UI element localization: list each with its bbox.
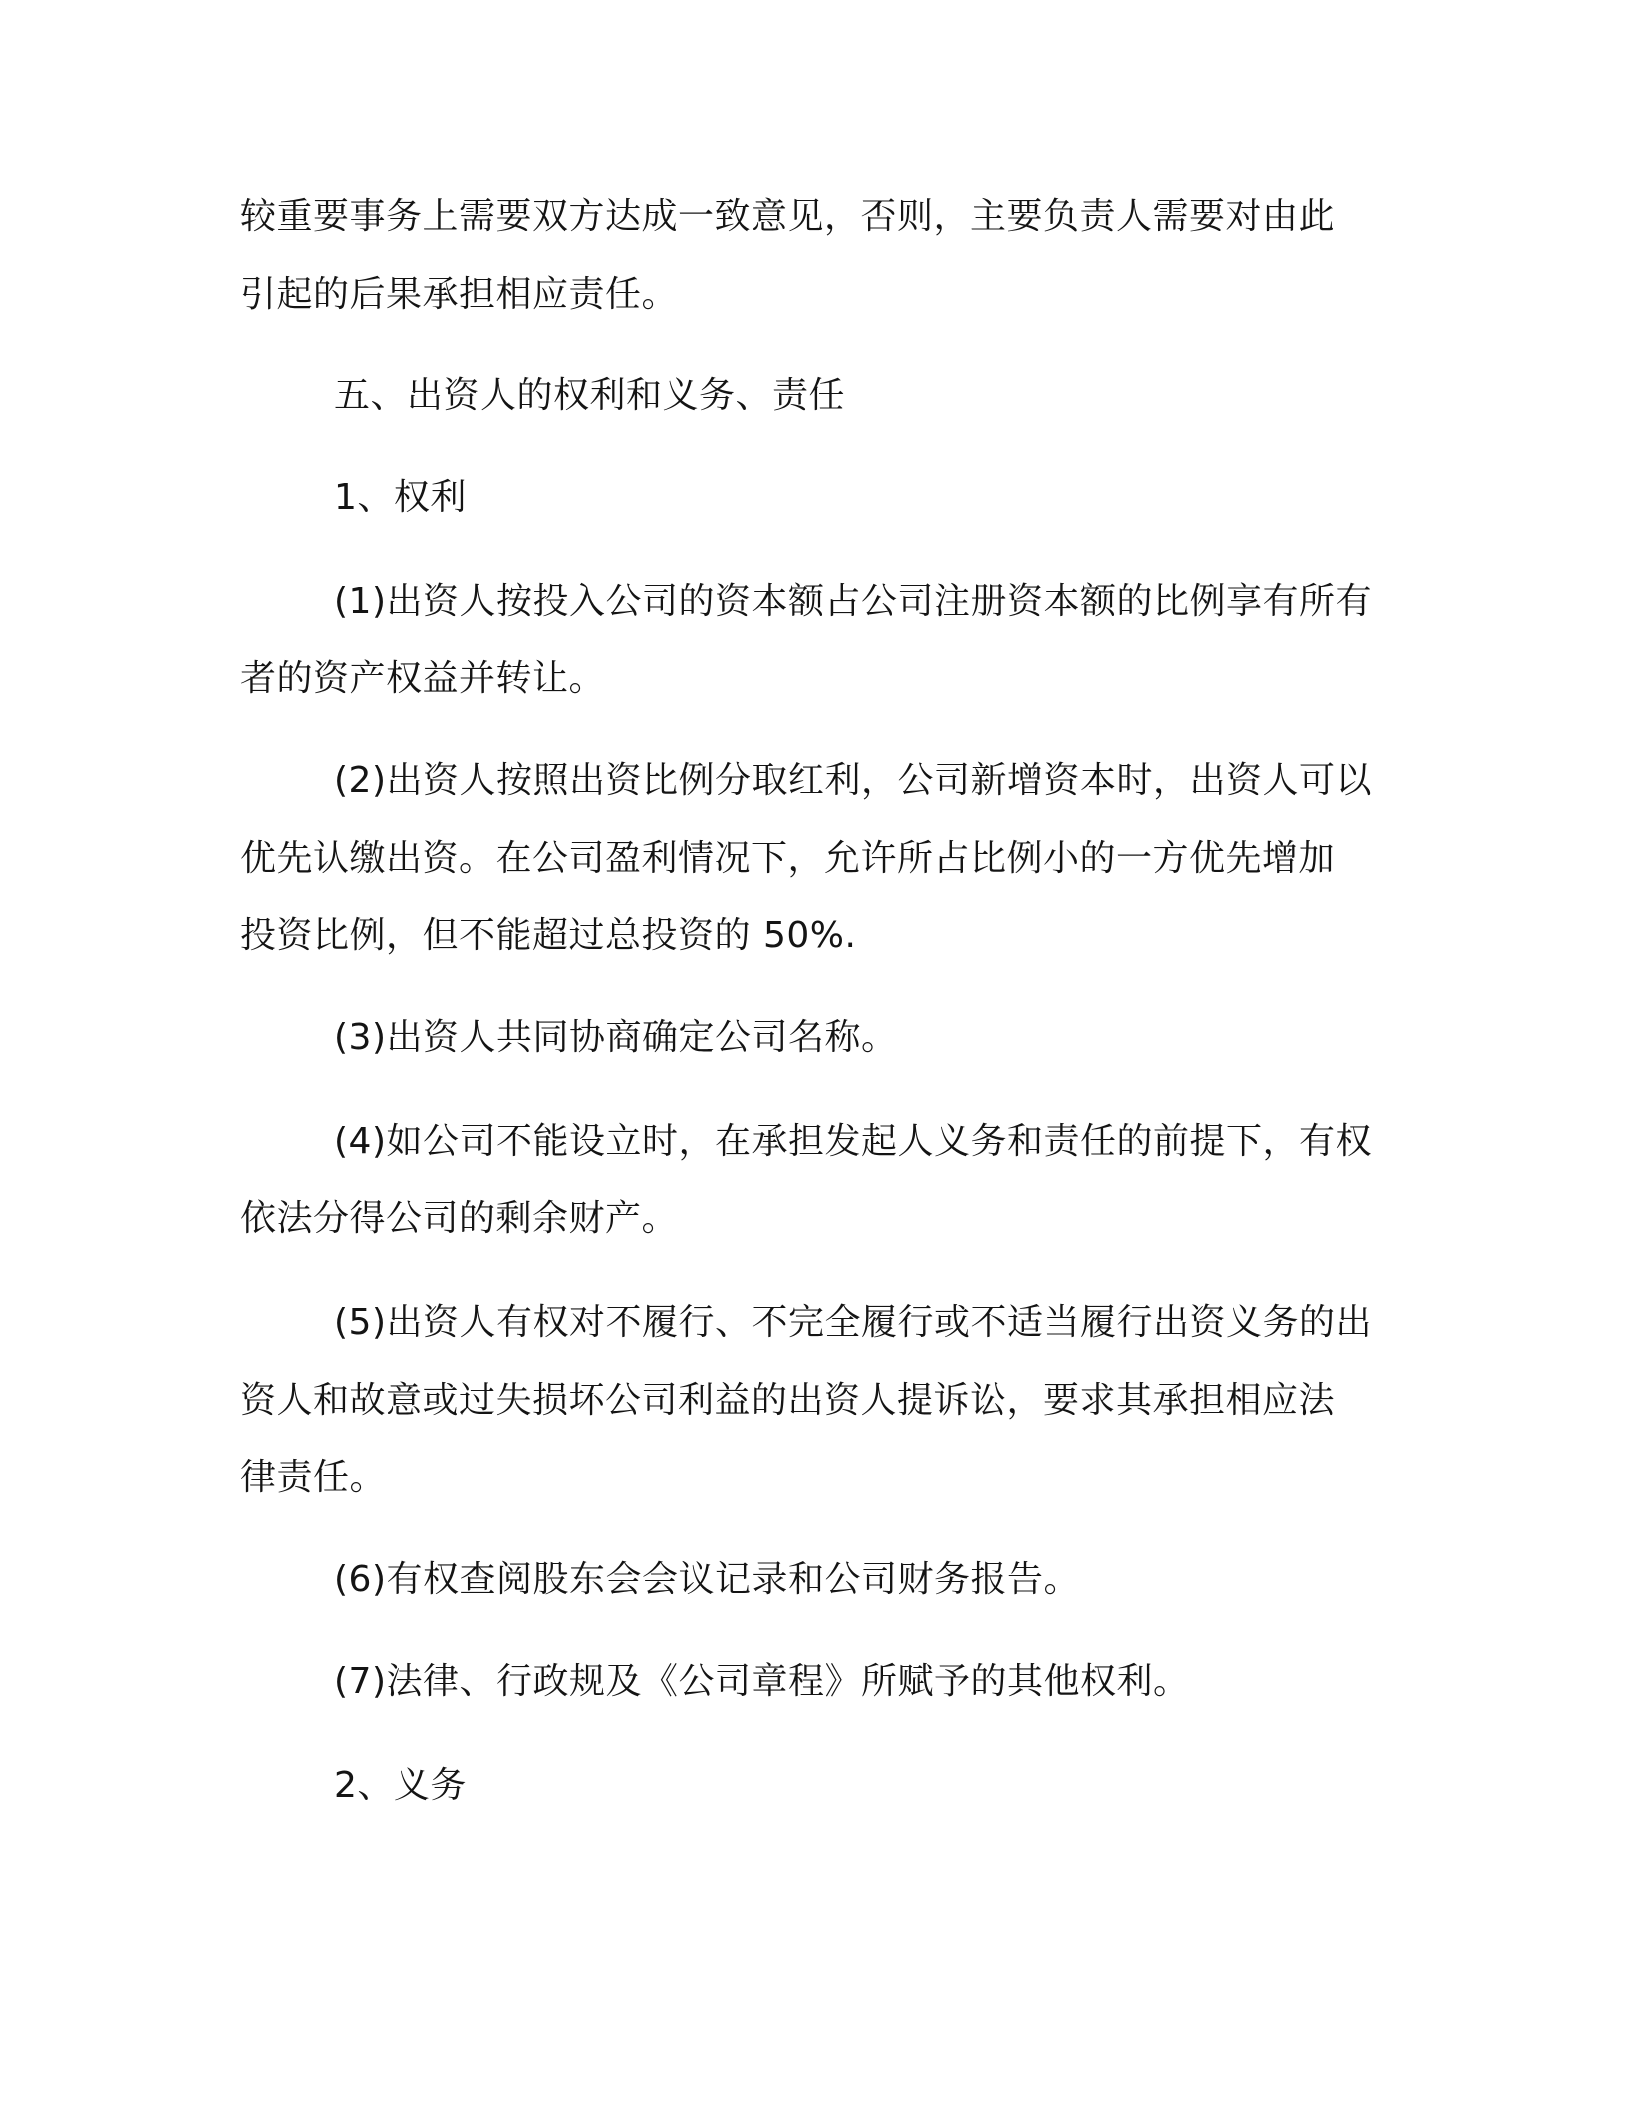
paragraph-line: 引起的后果承担相应责任。	[240, 274, 679, 315]
list-item-line: 优先认缴出资。在公司盈利情况下，允许所占比例小的一方优先增加	[240, 838, 1336, 879]
list-item-line: 依法分得公司的剩余财产。	[240, 1198, 679, 1239]
list-item-line: (1)出资人按投入公司的资本额占公司注册资本额的比例享有所有	[334, 581, 1372, 622]
list-item-line: (5)出资人有权对不履行、不完全履行或不适当履行出资义务的出	[334, 1302, 1372, 1343]
list-item-line: 资人和故意或过失损坏公司利益的出资人提诉讼，要求其承担相应法	[240, 1380, 1336, 1421]
list-item-line: (3)出资人共同协商确定公司名称。	[334, 1017, 898, 1058]
list-item-line: 律责任。	[240, 1457, 387, 1498]
section-heading: 五、出资人的权利和义务、责任	[334, 375, 846, 416]
list-item-line: (2)出资人按照出资比例分取红利，公司新增资本时，出资人可以	[334, 760, 1372, 801]
list-item-line: (6)有权查阅股东会会议记录和公司财务报告。	[334, 1559, 1080, 1600]
subsection-heading: 1、权利	[334, 477, 467, 518]
list-item-line: (7)法律、行政规及《公司章程》所赋予的其他权利。	[334, 1661, 1190, 1702]
list-item-line: 投资比例，但不能超过总投资的 50%.	[240, 915, 857, 956]
list-item-line: 者的资产权益并转让。	[240, 658, 606, 699]
list-item-line: (4)如公司不能设立时，在承担发起人义务和责任的前提下，有权	[334, 1121, 1372, 1162]
subsection-heading: 2、义务	[334, 1765, 467, 1806]
paragraph-line: 较重要事务上需要双方达成一致意见，否则，主要负责人需要对由此	[240, 196, 1336, 237]
